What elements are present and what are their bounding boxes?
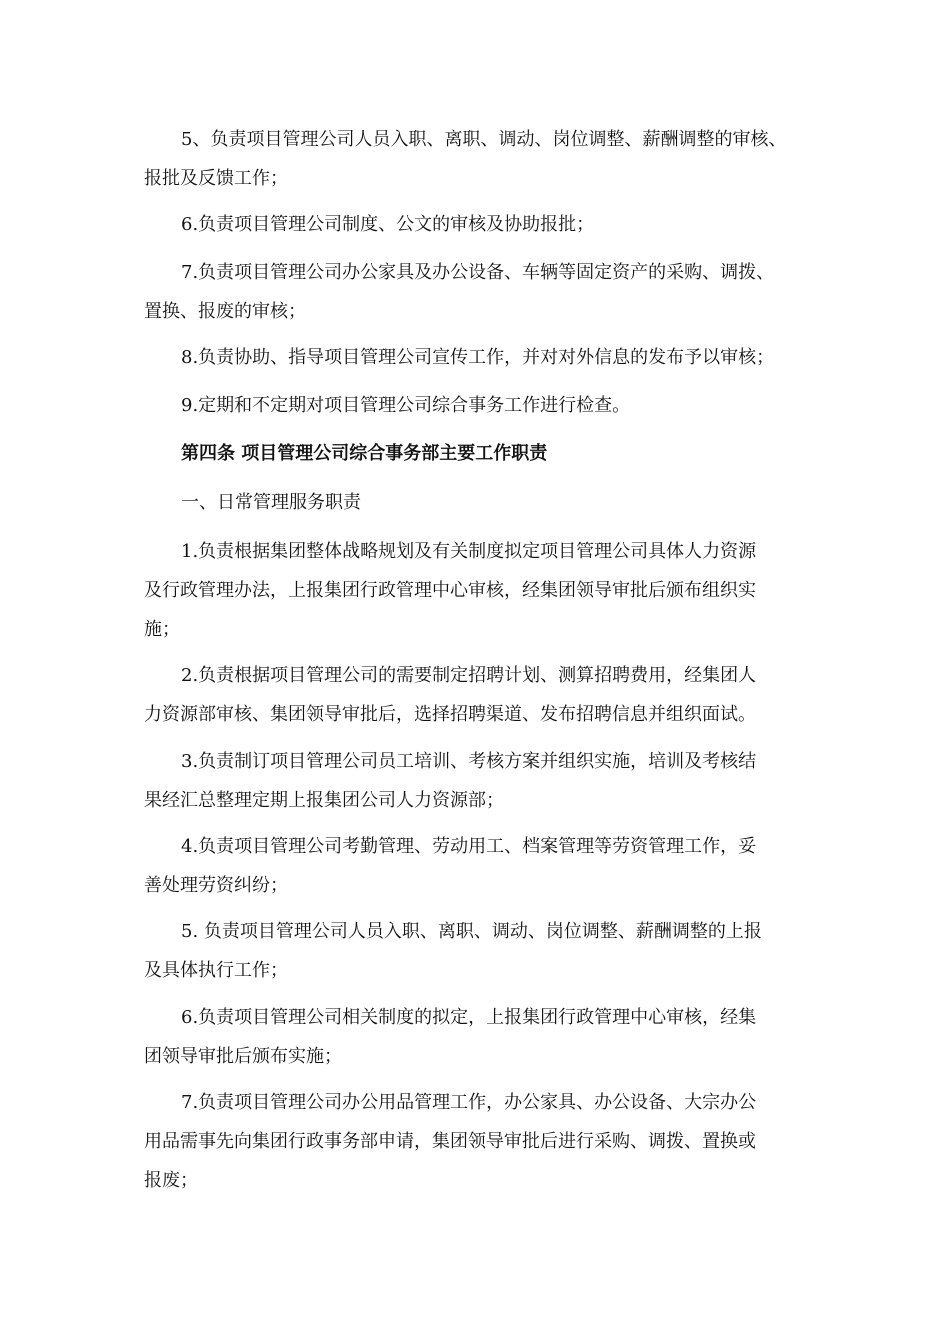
paragraph-duty-5 <box>144 912 819 990</box>
text-line: 善处理劳资纠纷； <box>144 875 288 896</box>
text-line: 2.负责根据项目管理公司的需要制定招聘计划、测算招聘费用，经集团人 <box>181 665 757 686</box>
text-line: 4.负责项目管理公司考勤管理、劳动用工、档案管理等劳资管理工作，妥 <box>181 836 757 857</box>
paragraph-duty-4 <box>144 827 819 905</box>
paragraph-item-6 <box>144 205 819 244</box>
text-line: 用品需事先向集团行政事务部申请，集团领导审批后进行采购、调拨、置换或 <box>144 1131 756 1152</box>
paragraph-duty-6 <box>144 998 819 1076</box>
text-line: 5、负责项目管理公司人员入职、离职、调动、岗位调整、薪酬调整的审核、 <box>181 129 787 150</box>
text-line: 7.负责项目管理公司办公用品管理工作，办公家具、办公设备、大宗办公 <box>181 1092 757 1113</box>
paragraph-duty-2 <box>144 656 819 734</box>
text-line: 5. 负责项目管理公司人员入职、离职、调动、岗位调整、薪酬调整的上报 <box>181 921 762 942</box>
text-line: 9.定期和不定期对项目管理公司综合事务工作进行检查。 <box>181 395 631 416</box>
paragraph-duty-1 <box>144 532 819 649</box>
text-line: 果经汇总整理定期上报集团公司人力资源部； <box>144 790 504 811</box>
paragraph-duty-3 <box>144 742 819 820</box>
text-line: 1.负责根据集团整体战略规划及有关制度拟定项目管理公司具体人力资源 <box>181 541 757 562</box>
text-line: 报批及反馈工作； <box>144 168 288 189</box>
text-line: 8.负责协助、指导项目管理公司宣传工作，并对对外信息的发布予以审核； <box>181 347 775 368</box>
section-heading <box>144 434 819 473</box>
paragraph-item-9 <box>144 386 819 425</box>
paragraph-item-5 <box>144 120 819 198</box>
text-line: 及行政管理办法，上报集团行政管理中心审核，经集团领导审批后颁布组织实 <box>144 580 756 601</box>
text-line: 报废； <box>144 1170 198 1191</box>
text-line: 力资源部审核、集团领导审批后，选择招聘渠道、发布招聘信息并组织面试。 <box>144 704 756 725</box>
heading-text: 第四条 项目管理公司综合事务部主要工作职责 <box>181 443 548 464</box>
text-line: 6.负责项目管理公司制度、公文的审核及协助报批； <box>181 214 595 235</box>
paragraph-item-7 <box>144 253 819 331</box>
text-line: 置换、报废的审核； <box>144 301 306 322</box>
text-line: 6.负责项目管理公司相关制度的拟定，上报集团行政管理中心审核，经集 <box>181 1007 757 1028</box>
paragraph-duty-7 <box>144 1083 819 1200</box>
text-line: 3.负责制订项目管理公司员工培训、考核方案并组织实施，培训及考核结 <box>181 751 757 772</box>
subsection-title <box>144 483 819 522</box>
text-line: 施； <box>144 619 180 640</box>
text-line: 7.负责项目管理公司办公家具及办公设备、车辆等固定资产的采购、调拨、 <box>181 262 775 283</box>
text-line: 及具体执行工作； <box>144 960 288 981</box>
text-line: 一、日常管理服务职责 <box>181 492 361 513</box>
paragraph-item-8 <box>144 338 819 377</box>
text-line: 团领导审批后颁布实施； <box>144 1046 342 1067</box>
